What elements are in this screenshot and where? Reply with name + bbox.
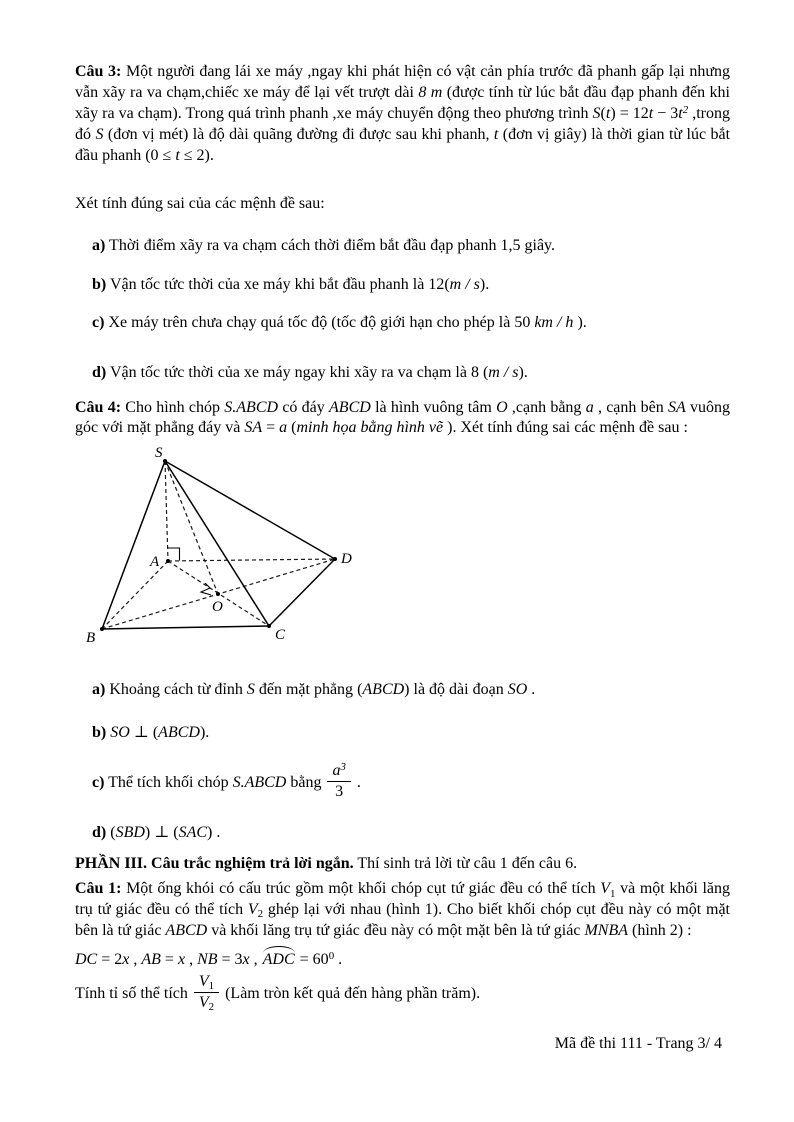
q4-statement-b: b) SO ⊥ (ABCD). <box>92 724 210 742</box>
vertex-label-s: S <box>155 445 163 462</box>
vertex-label-d: D <box>341 551 352 568</box>
q4-statements <box>75 680 730 844</box>
q1-intro-paragraph: Câu 1: Một ống khói có cấu trúc gồm một khối chóp cụt tứ giác đều có thể tích $V_1$ và một khối lăng trụ tứ giác đều có thể tích $V_2$ ghép lại với nhau (hình 1). Cho biết khối chóp cụt đều này có một mặt bên là tứ giác ABCD và khối lăng trụ tứ giác đều này có một mặt bên là tứ giác MNBA (hình 2) : <box>75 880 731 939</box>
q3-prompt: Xét tính đúng sai của các mệnh đề sau: <box>75 194 325 212</box>
vertex-label-a: A <box>150 554 160 571</box>
q1-formula-line: DC = 2x , AB = x , NB = 3x , ADC = $60^0$ . <box>75 950 730 971</box>
page-footer: Mã đề thi 111 - Trang 3/ 4 <box>554 1034 722 1052</box>
pyramid-svg <box>79 445 369 650</box>
q3-statement-d: d) Vận tốc tức thời của xe máy ngay khi xãy ra va chạm là 8 (m / s). <box>92 363 528 381</box>
vertex-label-b: B <box>86 630 96 647</box>
q3-statement-c: c) Xe máy trên chưa chạy quá tốc độ (tốc độ giới hạn cho phép là 50 km / h ). <box>92 313 587 331</box>
part3-heading: PHẦN III. Câu trắc nghiệm trả lời ngắn. Thí sinh trả lời từ câu 1 đến câu 6. <box>75 855 578 873</box>
q3-statement-b: b) Vận tốc tức thời của xe máy khi bắt đầu phanh là 12(m / s). <box>92 275 490 293</box>
q4-intro-paragraph: Câu 4: Cho hình chóp S.ABCD có đáy ABCD là hình vuông tâm O ,cạnh bằng a , cạnh bên SA vuông góc với mặt phẳng đáy và SA = a (minh họa bằng hình vẽ ). Xét tính đúng sai các mệnh đề sau : <box>75 398 731 437</box>
vertex-label-o: O <box>212 599 223 616</box>
q4-statement-a: a) Khoảng cách từ đỉnh S đến mặt phẳng (ABCD) là độ dài đoạn SO . <box>92 681 536 699</box>
q3-statement-a: a) Thời điểm xãy ra va chạm cách thời điểm bắt đầu đạp phanh 1,5 giây. <box>92 236 555 254</box>
q4-statement-c: c) Thể tích khối chóp S.ABCD bằng $\frac{a^3}{3}$ . <box>92 761 361 801</box>
right-angle-mark-at-a <box>168 548 180 561</box>
q1-question-line: Tính tỉ số thể tích $\frac{V_1}{V_2}$ (Làm tròn kết quả đến hàng phần trăm). <box>75 972 481 1014</box>
q3-intro-paragraph: Câu 3: Một người đang lái xe máy ,ngay khi phát hiện có vật cản phía trước đã phanh gấp lại nhưng vẫn xãy ra va chạm,chiếc xe máy để lại vết trượt dài 8 m (được tính từ lúc bắt đầu đạp phanh đến khi xãy ra va chạm). Trong quá trình phanh ,xe máy chuyển động theo phương trình $S(t) = 12t - 3t^2$ ,trong đó S (đơn vị mét) là độ dài quãng đường đi được sau khi phanh, t (đơn vị giây) là thời gian từ lúc bắt đầu phanh (0 ≤ t ≤ 2). <box>75 63 731 164</box>
q4-statement-d: d) (SBD) ⊥ (SAC) . <box>92 824 221 842</box>
pyramid-figure <box>79 445 379 650</box>
vertex-label-c: C <box>275 627 286 644</box>
q3-statements <box>75 236 730 384</box>
